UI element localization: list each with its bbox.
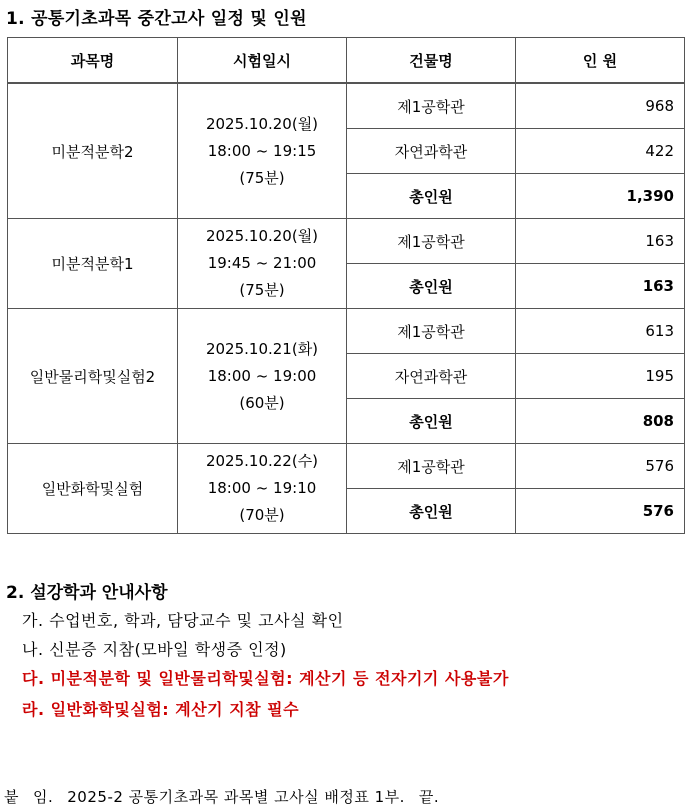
section2-title: 2. 설강학과 안내사항 — [6, 583, 168, 603]
section1-title: 1. 공통기초과목 중간고사 일정 및 인원 — [6, 9, 307, 29]
total-label-cell: 총인원 — [347, 399, 516, 444]
total-label-cell: 총인원 — [347, 174, 516, 219]
exam-schedule-table — [7, 37, 685, 534]
table-header-row — [8, 38, 685, 84]
datetime-cell — [178, 309, 347, 444]
table-row — [8, 83, 685, 129]
exam-time: 18:00 ~ 19:10 — [207, 479, 317, 497]
exam-duration: (75분) — [239, 281, 285, 299]
building-cell: 자연과학관 — [347, 129, 516, 174]
count-cell: 968 — [516, 83, 685, 129]
header-count: 인 원 — [516, 38, 685, 84]
exam-date: 2025.10.21(화) — [205, 339, 319, 358]
datetime-cell — [178, 83, 347, 219]
total-count-cell: 808 — [516, 399, 685, 444]
total-label-cell: 총인원 — [347, 264, 516, 309]
attachment-footer — [4, 786, 453, 807]
exam-time: 18:00 ~ 19:00 — [207, 366, 317, 385]
exam-duration: (70분) — [239, 506, 285, 524]
count-cell: 422 — [516, 129, 685, 174]
footer-text: 2025-2 공통기초과목 과목별 고사실 배정표 1부. — [67, 788, 405, 806]
exam-date: 2025.10.22(수) — [205, 452, 319, 470]
count-cell: 163 — [516, 219, 685, 264]
footer-label-b: 임. — [33, 788, 54, 806]
datetime-cell — [178, 219, 347, 309]
notice-item-highlight: 라. 일반화학및실험: 계산기 지참 필수 — [22, 700, 300, 719]
header-datetime: 시험일시 — [178, 38, 347, 84]
exam-duration: (60분) — [239, 393, 285, 412]
building-cell: 제1공학관 — [347, 83, 516, 129]
count-cell: 576 — [516, 444, 685, 489]
subject-cell: 일반화학및실험 — [8, 444, 178, 534]
notice-item: 나. 신분증 지참(모바일 학생증 인정) — [22, 640, 287, 659]
count-cell: 613 — [516, 309, 685, 354]
total-count-cell: 1,390 — [516, 174, 685, 219]
total-label-cell: 총인원 — [347, 489, 516, 534]
subject-cell: 미분적분학2 — [8, 83, 178, 219]
header-building: 건물명 — [347, 38, 516, 84]
table-row — [8, 309, 685, 354]
subject-cell: 미분적분학1 — [8, 219, 178, 309]
building-cell: 제1공학관 — [347, 219, 516, 264]
notice-item-highlight: 다. 미분적분학 및 일반물리학및실험: 계산기 등 전자기기 사용불가 — [22, 669, 509, 688]
table-row — [8, 444, 685, 489]
building-cell: 제1공학관 — [347, 309, 516, 354]
exam-date: 2025.10.20(월) — [205, 227, 319, 245]
footer-label-a: 붙 — [4, 788, 19, 806]
subject-cell: 일반물리학및실험2 — [8, 309, 178, 444]
total-count-cell: 576 — [516, 489, 685, 534]
exam-time: 18:00 ~ 19:15 — [207, 141, 317, 160]
total-count-cell: 163 — [516, 264, 685, 309]
notice-item: 가. 수업번호, 학과, 담당교수 및 고사실 확인 — [22, 611, 344, 630]
table-row — [8, 219, 685, 264]
exam-date: 2025.10.20(월) — [205, 114, 319, 133]
datetime-cell — [178, 444, 347, 534]
count-cell: 195 — [516, 354, 685, 399]
building-cell: 제1공학관 — [347, 444, 516, 489]
header-subject: 과목명 — [8, 38, 178, 84]
exam-time: 19:45 ~ 21:00 — [207, 254, 317, 272]
footer-end: 끝. — [418, 788, 440, 806]
building-cell: 자연과학관 — [347, 354, 516, 399]
exam-duration: (75분) — [239, 168, 285, 187]
